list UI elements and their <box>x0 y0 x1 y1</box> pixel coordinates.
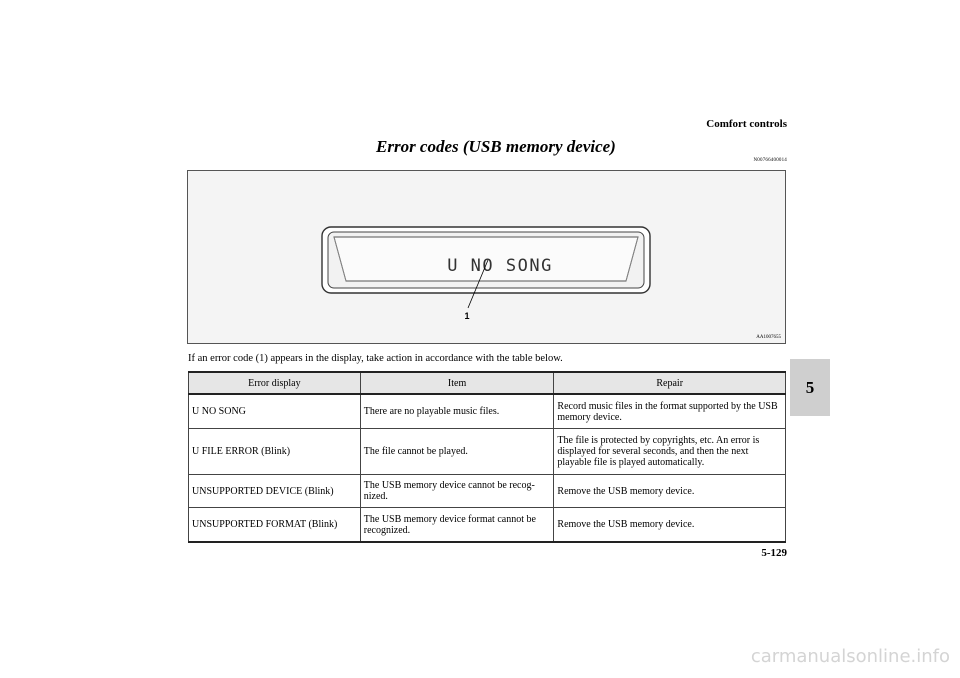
error-code-table <box>188 371 786 543</box>
table-row <box>189 429 786 475</box>
cell-repair: Remove the USB memory device. <box>554 475 786 508</box>
column-header-error-display: Error display <box>189 372 361 394</box>
display-text: U NO SONG <box>447 256 553 276</box>
cell-item: The file cannot be played. <box>360 429 554 475</box>
callout-number: 1 <box>464 311 470 321</box>
table-row <box>189 475 786 508</box>
cell-error-display: UNSUPPORTED FORMAT (Blink) <box>189 508 361 543</box>
cell-item: The USB memory device cannot be recog-nized. <box>360 475 554 508</box>
running-header: Comfort controls <box>706 118 787 130</box>
column-header-repair: Repair <box>554 372 786 394</box>
table-row <box>189 394 786 429</box>
cell-error-display: U NO SONG <box>189 394 361 429</box>
cell-repair: Remove the USB memory device. <box>554 508 786 543</box>
cell-repair: The file is protected by copyrights, etc. An error is displayed for several seconds, and then the next playable file is played automatically. <box>554 429 786 475</box>
figure-id: AA1007655 <box>756 335 781 340</box>
table-header-row <box>189 372 786 394</box>
intro-paragraph: If an error code (1) appears in the display, take action in accordance with the table below. <box>188 353 563 364</box>
column-header-item: Item <box>360 372 554 394</box>
table-row <box>189 508 786 543</box>
page-number: 5-129 <box>761 547 787 559</box>
cell-error-display: UNSUPPORTED DEVICE (Blink) <box>189 475 361 508</box>
cell-repair: Record music files in the format supported by the USB memory device. <box>554 394 786 429</box>
chapter-tab: 5 <box>790 359 830 416</box>
cell-error-display: U FILE ERROR (Blink) <box>189 429 361 475</box>
section-title: Error codes (USB memory device) <box>376 137 616 156</box>
display-illustration <box>187 170 786 344</box>
cell-item: The USB memory device format cannot be recognized. <box>360 508 554 543</box>
display-panel-drawing <box>188 171 785 343</box>
watermark: carmanualsonline.info <box>750 646 950 667</box>
section-code: N00766400014 <box>753 158 787 163</box>
cell-item: There are no playable music files. <box>360 394 554 429</box>
